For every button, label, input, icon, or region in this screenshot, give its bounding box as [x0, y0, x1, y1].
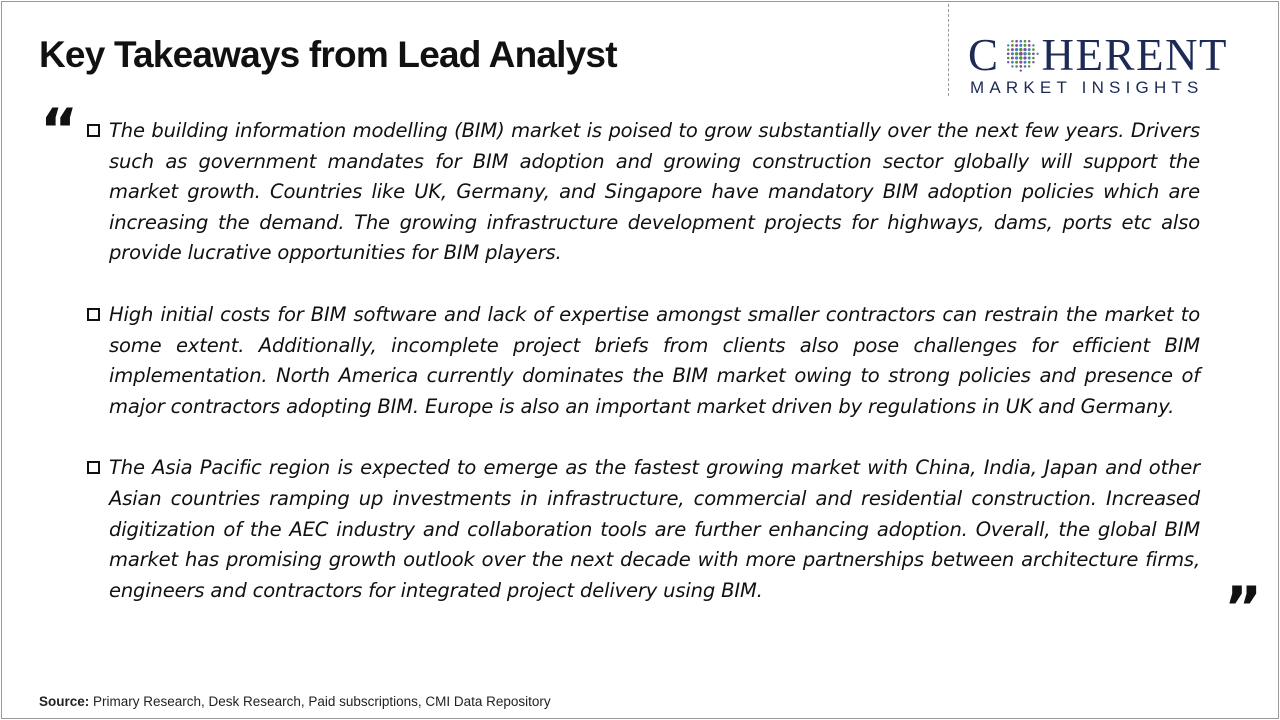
globe-dot: [1019, 40, 1022, 43]
globe-dot: [1027, 57, 1030, 60]
globe-dot: [1011, 65, 1013, 67]
globe-dot: [1007, 44, 1009, 46]
open-quote-icon: “: [40, 96, 79, 164]
checkbox-bullet-icon: [87, 124, 100, 137]
globe-dot: [1006, 48, 1009, 51]
globe-dot: [1019, 65, 1022, 68]
takeaway-item: [86, 300, 1200, 422]
globe-dot: [1007, 61, 1009, 63]
header-divider: [948, 4, 949, 96]
globe-dot: [1019, 48, 1022, 51]
globe-dot: [1023, 56, 1026, 59]
page-title: Key Takeaways from Lead Analyst: [39, 34, 617, 75]
source-label: Source:: [39, 694, 90, 709]
logo-tagline: MARKET INSIGHTS: [970, 78, 1204, 97]
globe-dot: [1015, 61, 1018, 64]
company-logo: [968, 30, 1260, 102]
globe-dot: [1015, 40, 1018, 43]
takeaway-text: The Asia Pacific region is expected to emerge as the fastest growing market with China, India, Japan and other Asian countries ramping up investments in infrastructure, commercial and residential construction. Increased digitization of the AEC industry and collaboration tools are further enhancing adoption. Overall, the global BIM market has promising growth outlook over the next decade with more partnerships between architecture firms, engineers and contractors for integrated project delivery using BIM.: [109, 456, 1200, 602]
source-note: [39, 694, 551, 709]
globe-dot: [1027, 44, 1030, 47]
globe-dot: [1011, 44, 1014, 47]
globe-dot: [1006, 52, 1009, 55]
globe-dot: [1036, 53, 1038, 55]
takeaway-text: The building information modelling (BIM) market is poised to grow substantially over the next few years. Drivers such as government mandates for BIM adoption and growing construction sector globally will support the market growth. Countries like UK, Germany, and Singapore have mandatory BIM adoption policies which are increasing the demand. The growing infrastructure development projects for highways, dams, ports etc also provide lucrative opportunities for BIM players.: [109, 119, 1200, 265]
globe-dot: [1032, 48, 1035, 51]
globe-dot: [1019, 61, 1022, 64]
globe-dot: [1023, 48, 1026, 51]
logo-word-right: HERENT: [1041, 30, 1228, 80]
globe-dot: [1032, 52, 1035, 55]
globe-dot: [1023, 61, 1026, 64]
checkbox-bullet-icon: [87, 308, 100, 321]
globe-dot: [1032, 57, 1035, 60]
globe-icon: [1001, 34, 1041, 74]
globe-dot: [1032, 44, 1034, 46]
close-quote-icon: ”: [1224, 574, 1263, 642]
logo-word-left: C: [968, 30, 1000, 80]
globe-dot: [1032, 61, 1034, 63]
globe-dot: [1010, 57, 1013, 60]
checkbox-bullet-icon: [87, 461, 100, 474]
globe-dot: [1019, 44, 1022, 47]
takeaway-item: [86, 116, 1200, 269]
globe-dot: [1023, 40, 1026, 43]
globe-dot: [1014, 48, 1017, 51]
globe-dot: [1011, 61, 1014, 64]
globe-dot: [1028, 40, 1030, 42]
globe-dot: [1015, 44, 1018, 47]
globe-dot: [1015, 65, 1018, 68]
globe-dot: [1027, 48, 1030, 51]
globe-dot: [1023, 52, 1026, 55]
globe-dot: [1027, 65, 1029, 67]
takeaway-text: High initial costs for BIM software and lack of expertise amongst smaller contractors can restrain the market to some extent. Additionally, incomplete project briefs from clients also pose challenges for efficient BIM implementation. North America currently dominates the BIM market owing to strong policies and presence of major contractors adopting BIM. Europe is also an important market driven by regulations in UK and Germany.: [109, 302, 1200, 418]
globe-dot: [1018, 52, 1022, 56]
takeaways-list: [86, 116, 1200, 637]
globe-dot: [1014, 56, 1017, 59]
globe-dot: [1019, 56, 1022, 59]
globe-dot: [1014, 52, 1017, 55]
globe-dot: [1023, 44, 1026, 47]
globe-dot: [1006, 57, 1009, 60]
globe-dot: [1010, 48, 1013, 51]
globe-dot: [1010, 52, 1013, 55]
logo-wordmark: [968, 30, 1228, 80]
globe-dot: [1019, 69, 1021, 71]
globe-dot: [1027, 61, 1030, 64]
takeaway-item: [86, 453, 1200, 606]
globe-dot: [1027, 52, 1030, 55]
source-text: Primary Research, Desk Research, Paid subscriptions, CMI Data Repository: [89, 694, 551, 709]
globe-dot: [1023, 65, 1026, 68]
globe-dot: [1011, 40, 1013, 42]
